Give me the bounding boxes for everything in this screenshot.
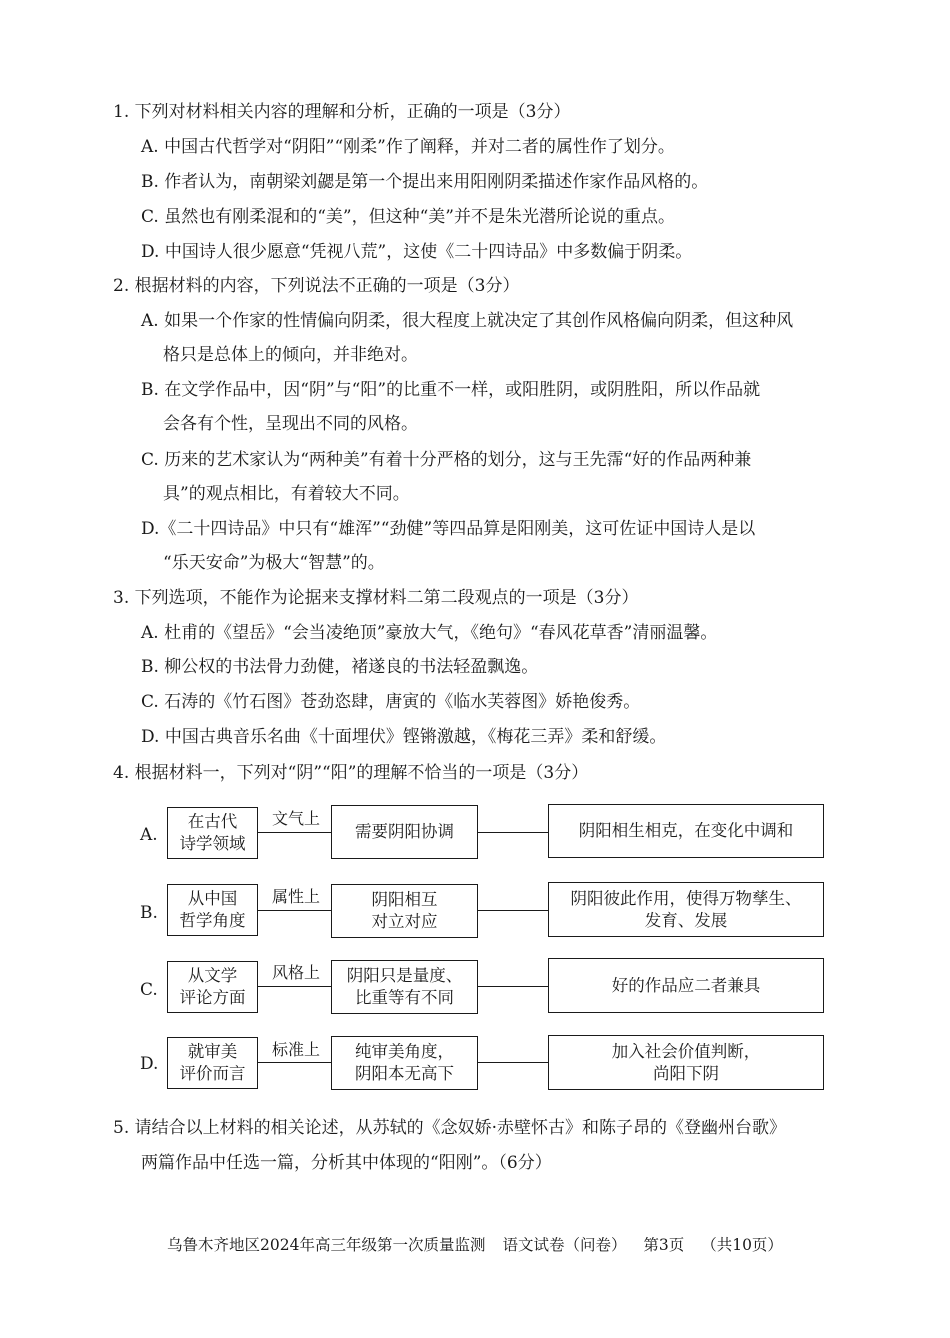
question-2-option-b-line1: B. 在文学作品中，因“阴”与“阳”的比重不一样，或阳胜阴，或阴胜阳，所以作品就 (141, 380, 761, 400)
diagram-row-d-mid-box: 纯审美角度， 阴阳本无高下 (331, 1036, 478, 1090)
diagram-row-a-mid-box: 需要阴阳协调 (331, 805, 478, 859)
question-5-line1: 5. 请结合以上材料的相关论述，从苏轼的《念奴娇·赤壁怀古》和陈子昂的《登幽州台歌》 (113, 1118, 787, 1138)
diagram-row-c-label: 风格上 (272, 963, 321, 982)
diagram-row-a-connector (258, 832, 331, 833)
footer-page-number: 第3页 (643, 1236, 685, 1254)
diagram-row-c-connector-2 (478, 986, 548, 987)
diagram-row-b-connector (258, 910, 331, 911)
diagram-row-b-left-box: 从中国 哲学角度 (167, 884, 258, 936)
diagram-row-a-right-box: 阴阳相生相克，在变化中调和 (548, 804, 824, 858)
diagram-row-d-left-box: 就审美 评价而言 (167, 1037, 258, 1089)
question-2-option-b-line2: 会各有个性，呈现出不同的风格。 (163, 414, 418, 434)
diagram-row-d-letter: D. (140, 1054, 159, 1074)
question-1-option-b: B. 作者认为，南朝梁刘勰是第一个提出来用阳刚阴柔描述作家作品风格的。 (141, 172, 709, 192)
diagram-row-a-connector-2 (478, 832, 548, 833)
question-3-option-d: D. 中国古典音乐名曲《十面埋伏》铿锵激越，《梅花三弄》柔和舒缓。 (141, 727, 667, 747)
question-2-option-c-line2: 具”的观点相比，有着较大不同。 (163, 484, 410, 504)
question-3-option-c: C. 石涛的《竹石图》苍劲恣肆，唐寅的《临水芙蓉图》娇艳俊秀。 (141, 692, 641, 712)
question-2-option-d-line1: D.《二十四诗品》中只有“雄浑”“劲健”等四品算是阳刚美，这可佐证中国诗人是以 (141, 519, 756, 539)
question-1-stem: 1. 下列对材料相关内容的理解和分析，正确的一项是（3分） (113, 102, 571, 122)
question-5-line2: 两篇作品中任选一篇，分析其中体现的“阳刚”。（6分） (141, 1153, 552, 1173)
question-2-option-d-line2: “乐天安命”为极大“智慧”的。 (163, 553, 385, 573)
question-2-option-a-line1: A. 如果一个作家的性情偏向阴柔，很大程度上就决定了其创作风格偏向阴柔，但这种风 (141, 311, 794, 331)
diagram-row-b-label: 属性上 (272, 887, 321, 906)
diagram-row-a-label: 文气上 (272, 809, 321, 828)
diagram-row-d-right-box: 加入社会价值判断， 尚阳下阴 (548, 1035, 824, 1090)
footer-page-total: （共10页） (701, 1236, 783, 1254)
page-footer (0, 1235, 950, 1255)
question-4-stem: 4. 根据材料一，下列对“阴”“阳”的理解不恰当的一项是（3分） (113, 763, 589, 783)
question-1-option-d: D. 中国诗人很少愿意“凭视八荒”，这使《二十四诗品》中多数偏于阴柔。 (141, 242, 693, 262)
diagram-row-b-connector-2 (478, 910, 548, 911)
diagram-row-b-mid-box: 阴阳相互 对立对应 (331, 884, 478, 938)
diagram-row-c-mid-box: 阴阳只是量度、 比重等有不同 (331, 960, 478, 1014)
diagram-row-c-right-box: 好的作品应二者兼具 (548, 958, 824, 1013)
diagram-row-b-right-box: 阴阳彼此作用，使得万物孳生、 发育、发展 (548, 882, 824, 937)
question-2-option-a-line2: 格只是总体上的倾向，并非绝对。 (163, 345, 418, 365)
footer-exam-title: 乌鲁木齐地区2024年高三年级第一次质量监测 (167, 1236, 486, 1254)
question-2-option-c-line1: C. 历来的艺术家认为“两种美”有着十分严格的划分，这与王先霈“好的作品两种兼 (141, 450, 752, 470)
diagram-row-d-label: 标准上 (272, 1040, 321, 1059)
question-2-stem: 2. 根据材料的内容，下列说法不正确的一项是（3分） (113, 276, 520, 296)
question-3-option-b: B. 柳公权的书法骨力劲健，褚遂良的书法轻盈飘逸。 (141, 657, 539, 677)
question-1-option-a: A. 中国古代哲学对“阴阳”“刚柔”作了阐释，并对二者的属性作了划分。 (141, 137, 675, 157)
question-3-option-a: A. 杜甫的《望岳》“会当凌绝顶”豪放大气，《绝句》“春风花草香”清丽温馨。 (141, 623, 718, 643)
diagram-row-a-left-box: 在古代 诗学领域 (167, 807, 258, 859)
question-1-option-c: C. 虽然也有刚柔混和的“美”，但这种“美”并不是朱光潜所论说的重点。 (141, 207, 675, 227)
diagram-row-c-letter: C. (140, 980, 158, 1000)
diagram-row-b-letter: B. (140, 903, 158, 923)
diagram-row-a-letter: A. (140, 825, 158, 845)
diagram-row-d-connector-2 (478, 1062, 548, 1063)
diagram-row-c-connector (258, 986, 331, 987)
footer-subject: 语文试卷（问卷） (502, 1236, 627, 1254)
question-3-stem: 3. 下列选项，不能作为论据来支撑材料二第二段观点的一项是（3分） (113, 588, 639, 608)
diagram-row-d-connector (258, 1062, 331, 1063)
diagram-row-c-left-box: 从文学 评论方面 (167, 961, 258, 1013)
